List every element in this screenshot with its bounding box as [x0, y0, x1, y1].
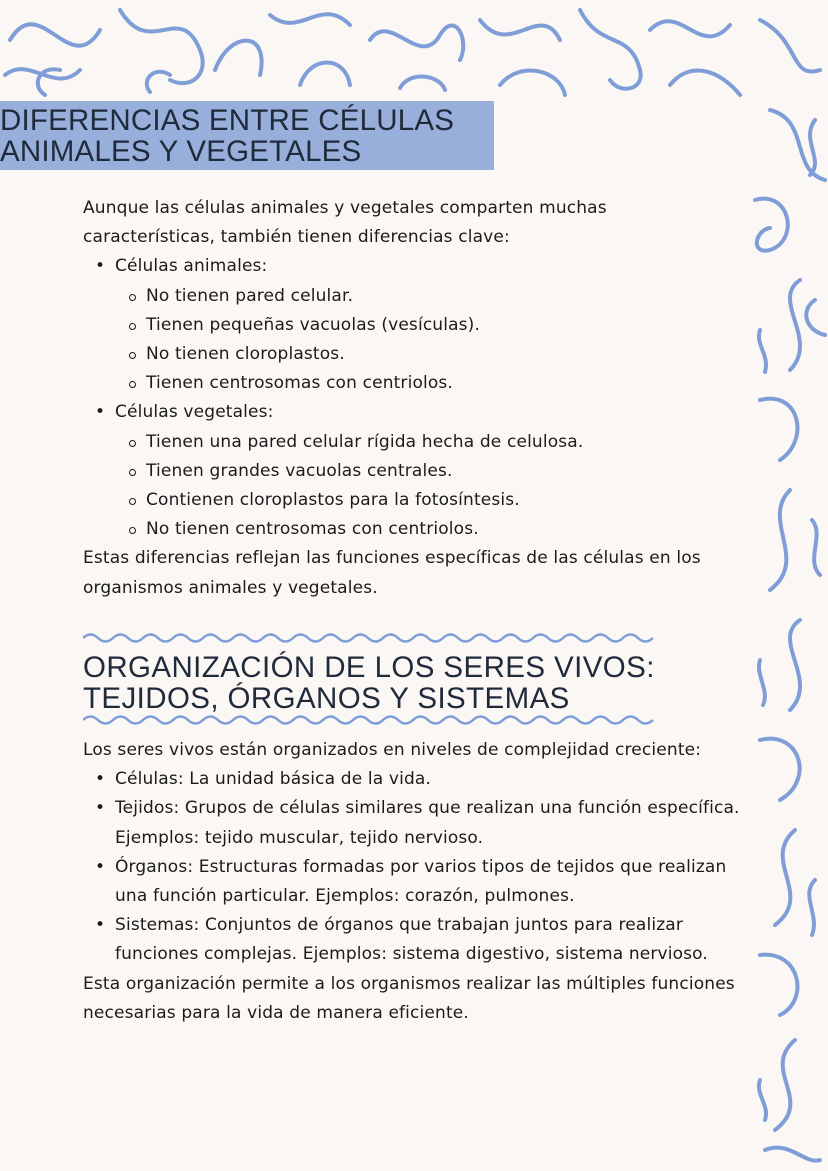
- section1-title-line2: ANIMALES Y VEGETALES: [0, 135, 362, 168]
- list-item: • Células: La unidad básica de la vida.: [83, 765, 748, 794]
- organization-list: [83, 765, 748, 969]
- section2-body: [83, 736, 748, 1028]
- section1-title-banner: [0, 101, 494, 170]
- plant-heading: Células vegetales:: [115, 402, 274, 423]
- list-item: Tienen grandes vacuolas centrales.: [83, 457, 748, 486]
- list-item: No tienen pared celular.: [83, 282, 748, 311]
- list-item: Contienen cloroplastos para la fotosíntesis.: [83, 486, 748, 515]
- section2-title-line1: ORGANIZACIÓN DE LOS SERES VIVOS:: [83, 651, 655, 684]
- section2-conclusion: Esta organización permite a los organismos realizar las múltiples funciones necesarias para la vida de manera eficiente.: [83, 973, 735, 1023]
- cell-type-list: [83, 252, 748, 544]
- section2-intro: Los seres vivos están organizados en niveles de complejidad creciente:: [83, 740, 702, 760]
- list-item-plant: [83, 398, 748, 427]
- list-item: • Tejidos: Grupos de células similares que realizan una función específica. Ejemplos: tejido muscular, tejido nervioso.: [83, 794, 748, 852]
- section1-title-line1: DIFERENCIAS ENTRE CÉLULAS: [0, 104, 455, 137]
- animal-heading: Células animales:: [115, 256, 268, 277]
- section1-intro: Aunque las células animales y vegetales comparten muchas características, también tienen diferencias clave:: [83, 198, 607, 248]
- section1-conclusion: Estas diferencias reflejan las funciones específicas de las células en los organismos animales y vegetales.: [83, 548, 701, 598]
- list-item: No tienen cloroplastos.: [83, 340, 748, 369]
- list-item: No tienen centrosomas con centriolos.: [83, 515, 748, 544]
- list-item: Tienen centrosomas con centriolos.: [83, 369, 748, 398]
- list-item-animal: [83, 252, 748, 281]
- wave-divider-bottom: [83, 713, 658, 727]
- section2-title: [83, 652, 655, 714]
- section2-title-line2: TEJIDOS, ÓRGANOS Y SISTEMAS: [83, 682, 570, 715]
- wave-divider-top: [83, 631, 658, 645]
- list-item: • Sistemas: Conjuntos de órganos que trabajan juntos para realizar funciones complejas. Ejemplos: sistema digestivo, sistema nervioso.: [83, 911, 748, 969]
- list-item: Tienen una pared celular rígida hecha de celulosa.: [83, 428, 748, 457]
- list-item: Tienen pequeñas vacuolas (vesículas).: [83, 311, 748, 340]
- list-item: • Órganos: Estructuras formadas por varios tipos de tejidos que realizan una función particular. Ejemplos: corazón, pulmones.: [83, 853, 748, 911]
- section1-title: [0, 105, 454, 167]
- section1-body: [83, 194, 748, 603]
